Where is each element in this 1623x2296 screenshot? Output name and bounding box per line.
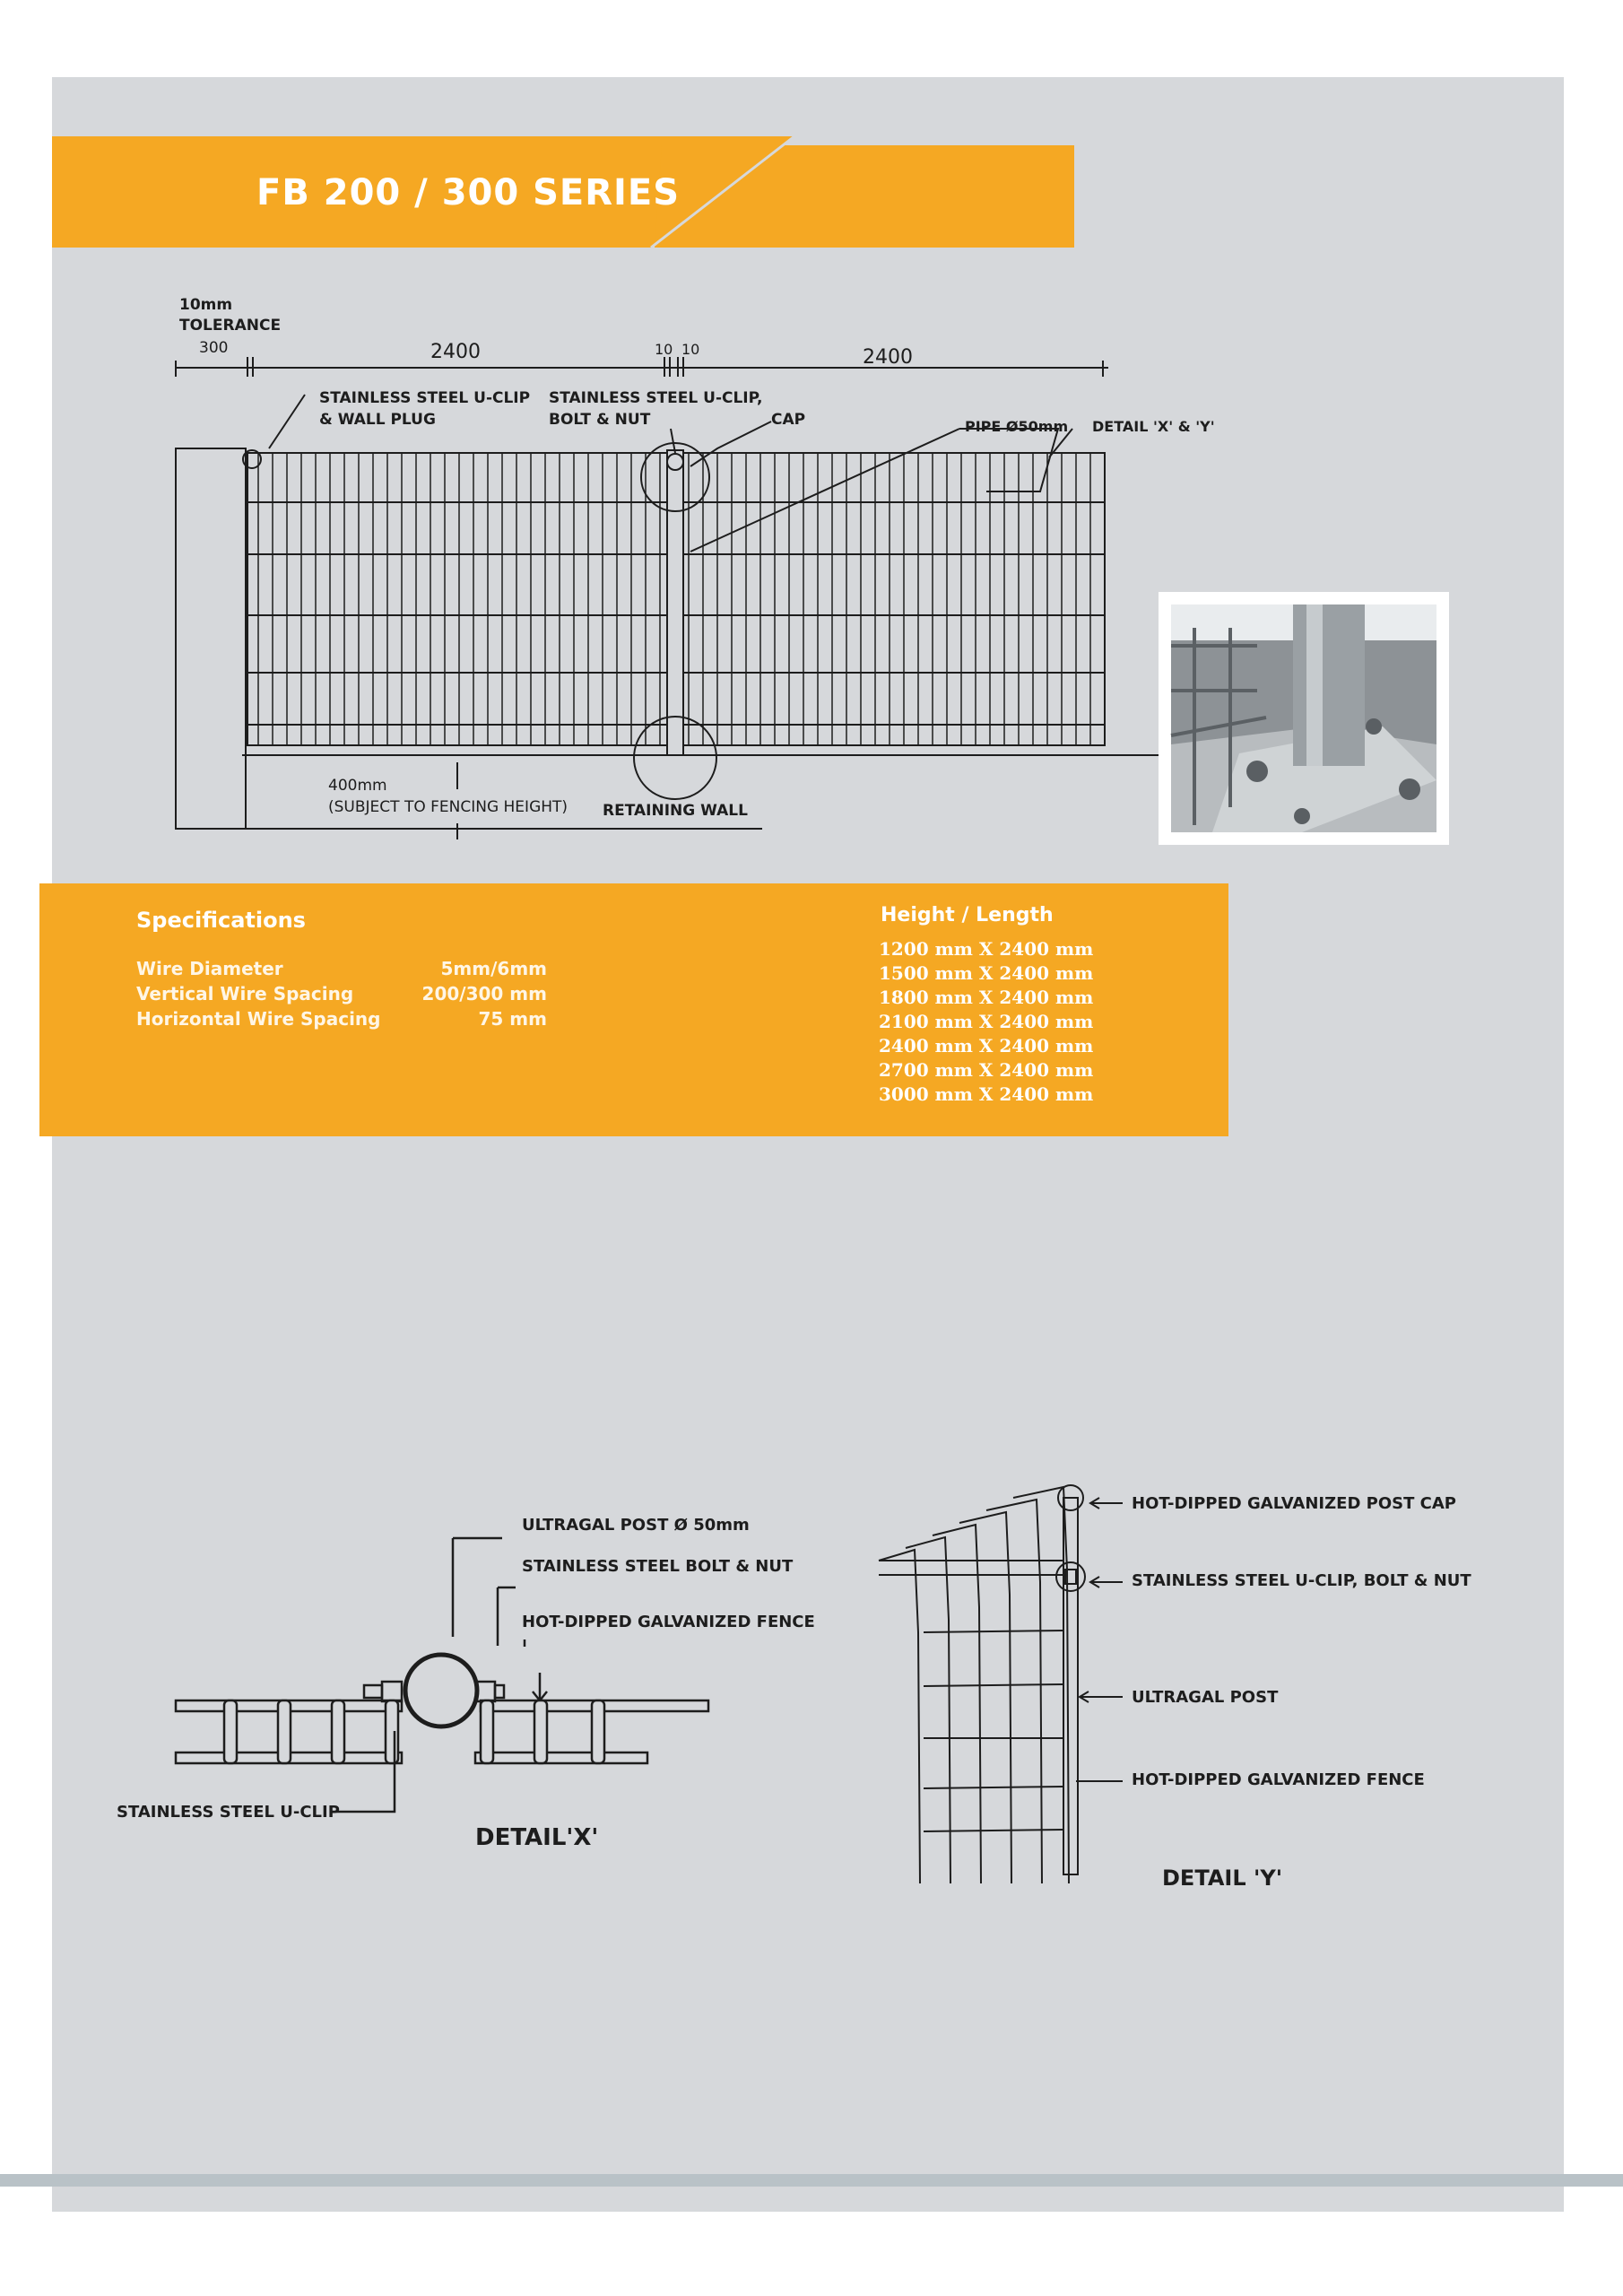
pipe-label: PIPE Ø50mm xyxy=(965,418,1069,435)
detail-y-fence-label: HOT-DIPPED GALVANIZED FENCE xyxy=(1132,1770,1425,1789)
tolerance-label: 10mm xyxy=(179,296,233,314)
specifications-title: Specifications xyxy=(136,908,306,933)
dim-400-note: (SUBJECT TO FENCING HEIGHT) xyxy=(328,798,568,816)
detail-x-uclip-label: STAINLESS STEEL U-CLIP xyxy=(117,1803,340,1822)
fence-wire-section xyxy=(332,1700,344,1763)
dim-10-b: 10 xyxy=(681,341,700,358)
spec-label-vertical-spacing: Vertical Wire Spacing xyxy=(136,983,354,1004)
uclip-bolt-label-2: BOLT & NUT xyxy=(549,411,651,429)
spec-value-wire-diameter: 5mm/6mm xyxy=(440,958,547,979)
cap-label: CAP xyxy=(771,411,806,429)
height-length-item: 3000 mm X 2400 mm xyxy=(879,1083,1094,1105)
fence-wire-section xyxy=(224,1700,237,1763)
detail-x-post-label: ULTRAGAL POST Ø 50mm xyxy=(522,1516,750,1535)
detail-y-leaders xyxy=(1076,1489,1148,1794)
fence-wire-section xyxy=(592,1700,604,1763)
detail-x-caption: DETAIL'X' xyxy=(475,1824,599,1851)
height-length-item: 2400 mm X 2400 mm xyxy=(879,1035,1094,1057)
height-length-item: 2700 mm X 2400 mm xyxy=(879,1059,1094,1081)
fence-wire-section xyxy=(481,1700,493,1763)
uclip-bolt-label: STAINLESS STEEL U-CLIP, xyxy=(549,389,763,407)
post-base-photo-image xyxy=(1159,592,1449,845)
spec-label-wire-diameter: Wire Diameter xyxy=(136,958,283,979)
retaining-wall-label: RETAINING WALL xyxy=(603,802,748,820)
detail-y-uclip-label: STAINLESS STEEL U-CLIP, BOLT & NUT xyxy=(1132,1571,1471,1590)
detail-y-post-label: ULTRAGAL POST xyxy=(1132,1688,1279,1707)
detail-ref-label: DETAIL 'X' & 'Y' xyxy=(1092,418,1215,435)
detail-y-caption: DETAIL 'Y' xyxy=(1162,1866,1283,1891)
spec-value-horizontal-spacing: 75 mm xyxy=(478,1008,547,1030)
height-length-item: 1800 mm X 2400 mm xyxy=(879,987,1094,1008)
detail-y-cap-label: HOT-DIPPED GALVANIZED POST CAP xyxy=(1132,1494,1456,1513)
dim-2400-left: 2400 xyxy=(430,341,481,363)
fence-wire-section xyxy=(534,1700,547,1763)
page-title: FB 200 / 300 SERIES xyxy=(256,172,681,213)
height-length-item: 1200 mm X 2400 mm xyxy=(879,938,1094,960)
fence-vertical-wire xyxy=(986,1500,1042,1883)
fence-vertical-wire xyxy=(879,1550,920,1883)
uclip-wallplug-label: STAINLESS STEEL U-CLIP xyxy=(319,389,531,407)
dim-10-a: 10 xyxy=(655,341,673,358)
dim-2400-right: 2400 xyxy=(863,346,913,369)
height-length-item: 2100 mm X 2400 mm xyxy=(879,1011,1094,1032)
fence-vertical-wire xyxy=(933,1525,981,1883)
detail-x-bolt-label: STAINLESS STEEL BOLT & NUT xyxy=(522,1557,794,1576)
detail-x-fence-label: HOT-DIPPED GALVANIZED FENCE xyxy=(522,1613,815,1631)
height-length-item: 1500 mm X 2400 mm xyxy=(879,962,1094,984)
spec-label-horizontal-spacing: Horizontal Wire Spacing xyxy=(136,1008,381,1030)
tolerance-label-2: TOLERANCE xyxy=(179,317,282,335)
fence-wire-section xyxy=(278,1700,291,1763)
height-length-title: Height / Length xyxy=(881,904,1054,926)
dim-400-label: 400mm xyxy=(328,777,387,795)
dim-300: 300 xyxy=(199,339,229,357)
uclip-wallplug-label-2: & WALL PLUG xyxy=(319,411,436,429)
post-base-photo xyxy=(1159,592,1449,845)
spec-value-vertical-spacing: 200/300 mm xyxy=(421,983,547,1004)
footer-band xyxy=(0,2174,1623,2187)
fence-wire-section xyxy=(386,1700,398,1763)
fence-vertical-wire xyxy=(959,1512,1011,1883)
